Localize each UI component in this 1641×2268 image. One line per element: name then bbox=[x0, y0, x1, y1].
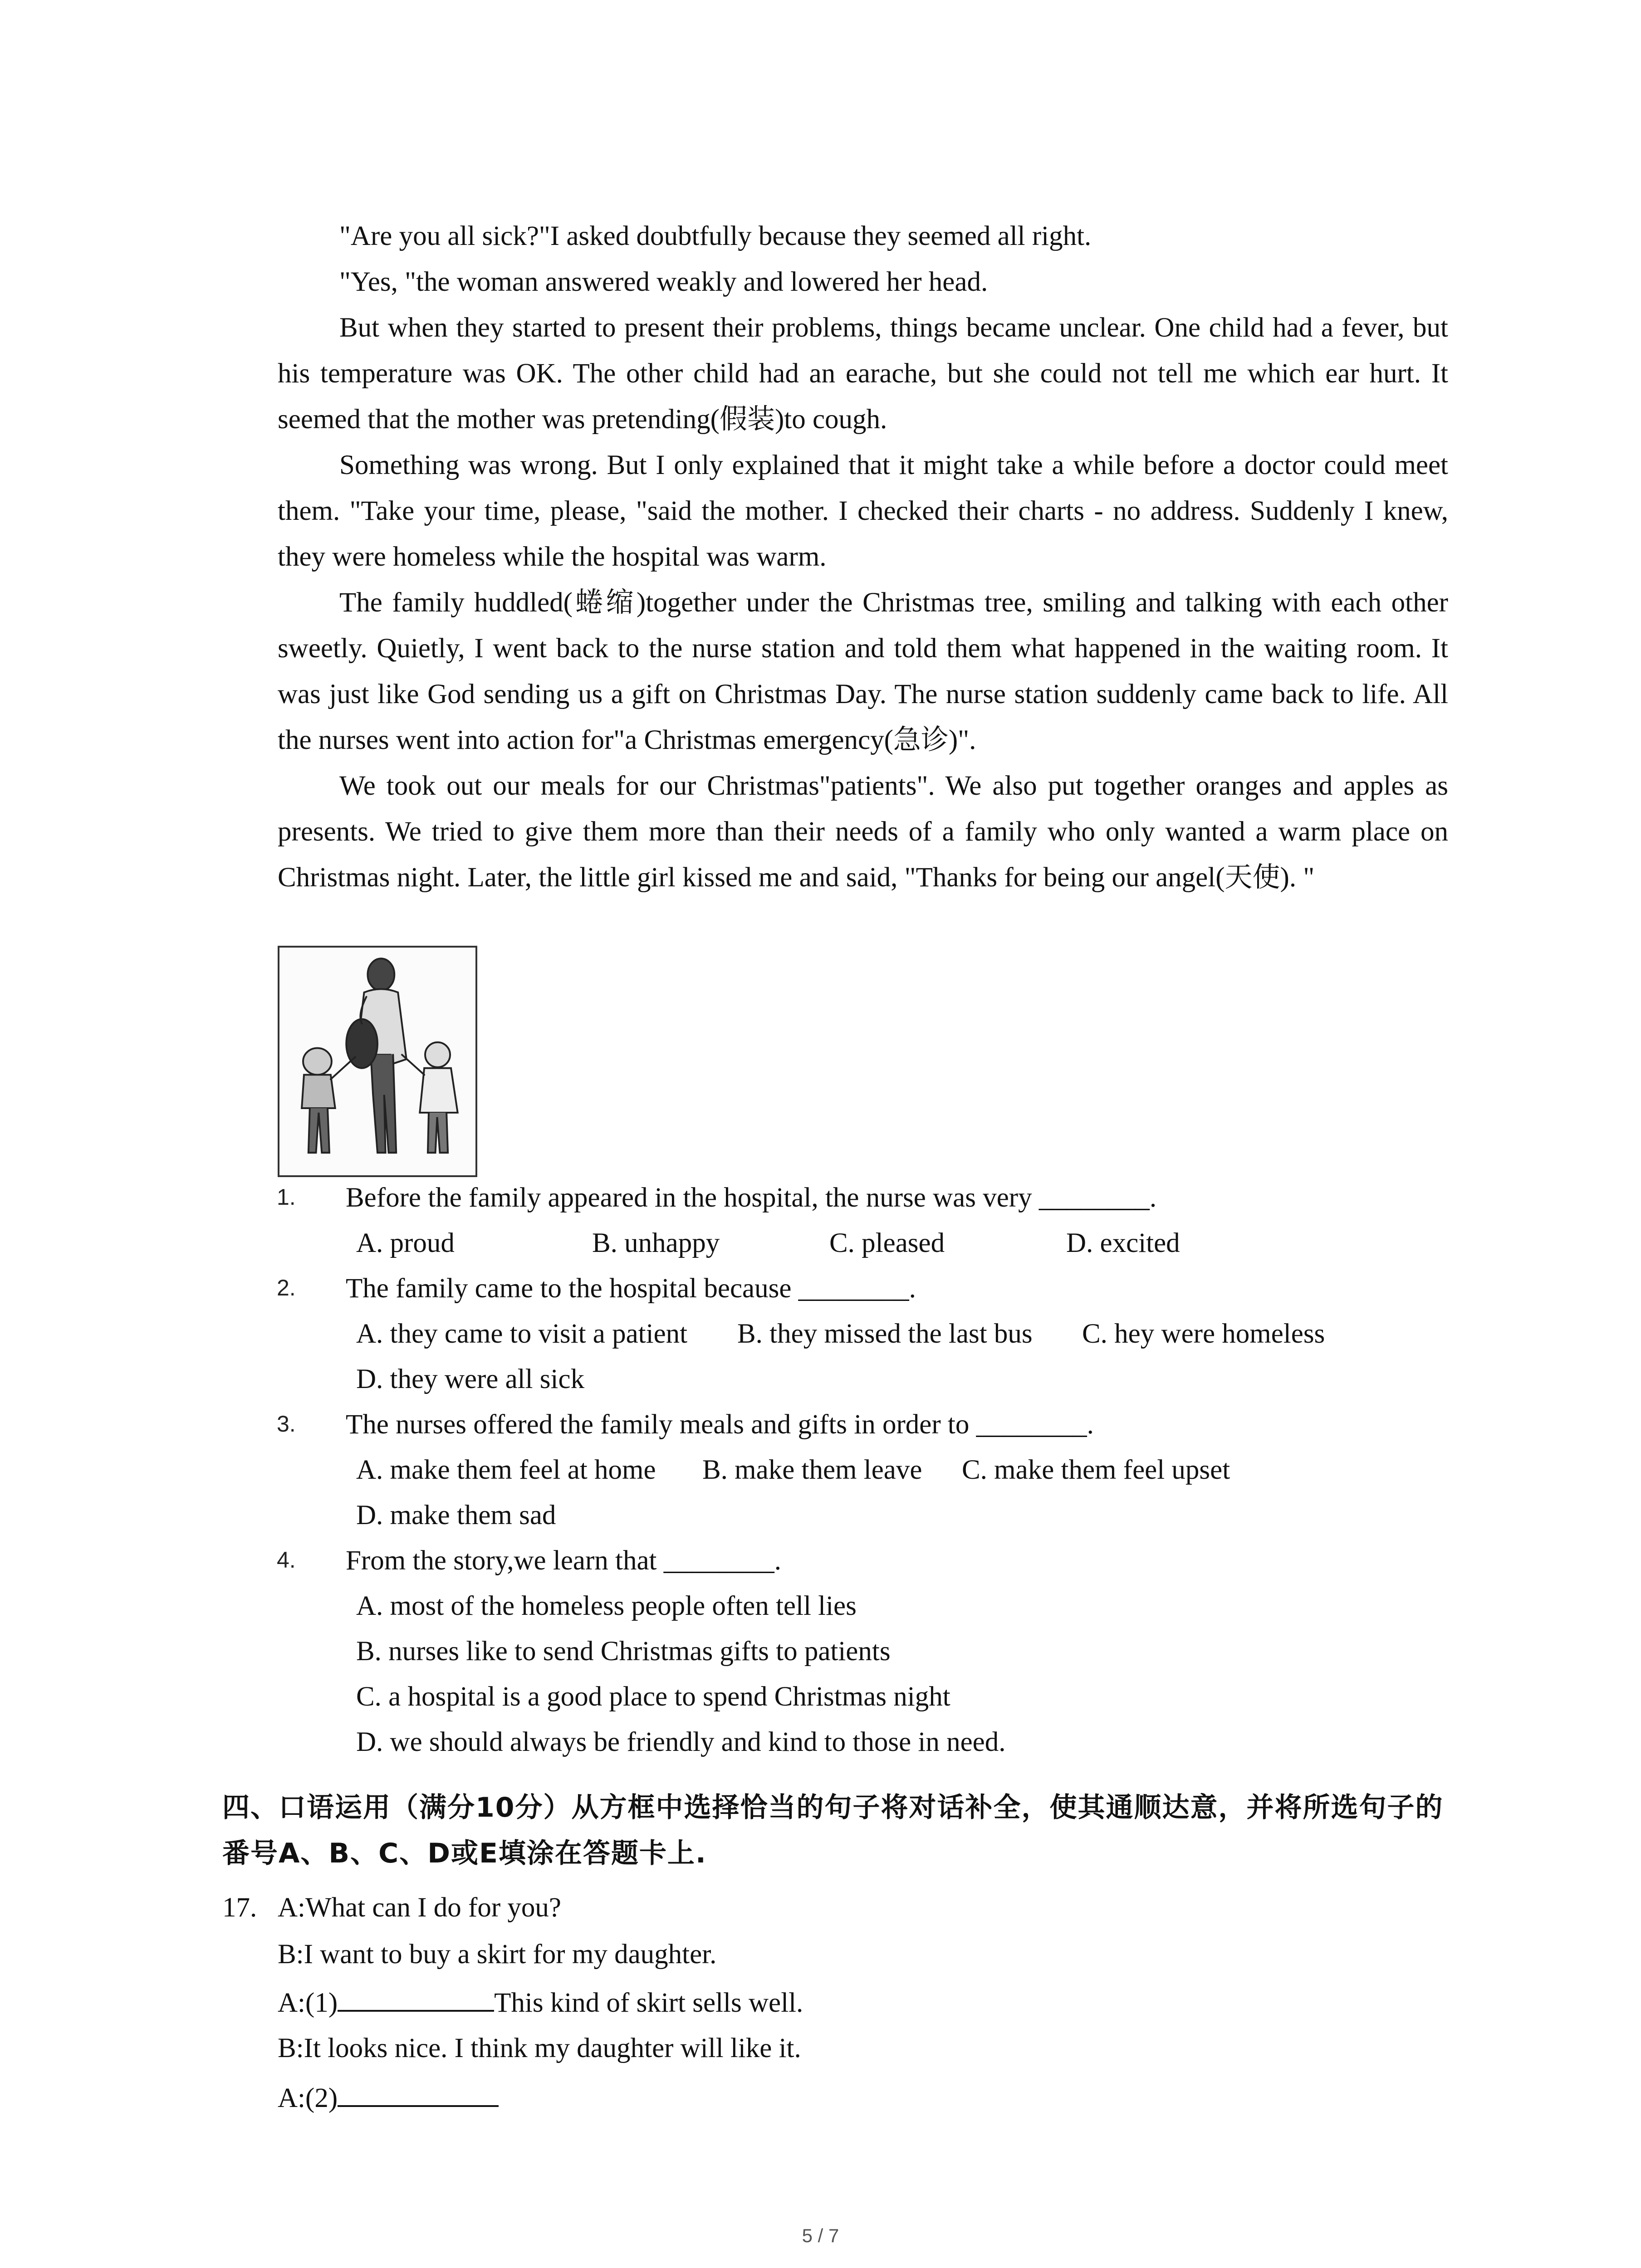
section-heading: 四、口语运用（满分10分）从方框中选择恰当的句子将对话补全，使其通顺达意，并将所选句子的番号A、B、C、D或E填涂在答题卡上. bbox=[222, 1792, 1444, 1869]
option-a: A. proud bbox=[356, 1228, 455, 1258]
question-stem: The nurses offered the family meals and gifts in order to ________. bbox=[346, 1409, 1094, 1440]
dialogue-line bbox=[278, 2075, 499, 2121]
option-d: D. they were all sick bbox=[356, 1364, 585, 1394]
option-d: D. excited bbox=[1066, 1228, 1180, 1258]
question-stem: The family came to the hospital because ________. bbox=[346, 1273, 916, 1304]
page-number: 5 / 7 bbox=[802, 2225, 839, 2246]
option-b: B. they missed the last bus bbox=[737, 1319, 1033, 1349]
question-stem: From the story,we learn that ________. bbox=[346, 1545, 782, 1576]
question-number: 1. bbox=[277, 1184, 296, 1210]
option-b: B. make them leave bbox=[702, 1455, 922, 1485]
option-c: C. a hospital is a good place to spend Christmas night bbox=[356, 1681, 950, 1712]
option-c: C. pleased bbox=[829, 1228, 945, 1258]
option-b: B. unhappy bbox=[592, 1228, 720, 1258]
option-c: C. make them feel upset bbox=[962, 1455, 1230, 1485]
option-a: A. most of the homeless people often tell lies bbox=[356, 1591, 857, 1621]
reading-passage bbox=[278, 213, 1448, 900]
option-c: C. hey were homeless bbox=[1082, 1319, 1325, 1349]
question-number: 4. bbox=[277, 1547, 296, 1573]
family-illustration bbox=[278, 946, 477, 1177]
question-stem: Before the family appeared in the hospital, the nurse was very ________. bbox=[346, 1183, 1157, 1213]
dialogue-line: A:What can I do for you? bbox=[278, 1892, 562, 1923]
option-d: D. we should always be friendly and kind to those in need. bbox=[356, 1727, 1006, 1757]
passage-paragraph: "Are you all sick?"I asked doubtfully because they seemed all right. bbox=[339, 221, 1092, 251]
dialogue-suffix: This kind of skirt sells well. bbox=[494, 1988, 803, 2018]
dialogue-line bbox=[278, 1980, 803, 2026]
option-a: A. they came to visit a patient bbox=[356, 1319, 688, 1349]
answer-blank-1[interactable] bbox=[338, 1983, 494, 2012]
question-number: 3. bbox=[277, 1411, 296, 1437]
option-b: B. nurses like to send Christmas gifts to patients bbox=[356, 1636, 891, 1667]
passage-paragraph: We took out our meals for our Christmas"patients". We also put together oranges and apples as presents. We tried to give them more than their needs of a family who only wanted a warm place on Christmas night. Later, the little girl kissed me and said, "Thanks for being our angel(天使). " bbox=[278, 771, 1448, 893]
dialogue-prefix: A:(2) bbox=[278, 2083, 338, 2113]
option-d: D. make them sad bbox=[356, 1500, 556, 1530]
mother-and-children-sketch bbox=[279, 948, 475, 1175]
answer-blank-2[interactable] bbox=[338, 2078, 499, 2107]
passage-paragraph: Something was wrong. But I only explained that it might take a while before a doctor could meet them. "Take your time, please, "said the mother. I checked their charts - no address. Suddenly I knew, they were homeless while the hospital was warm. bbox=[278, 450, 1448, 572]
option-a: A. make them feel at home bbox=[356, 1455, 656, 1485]
question-number: 2. bbox=[277, 1275, 296, 1300]
dialogue-prefix: A:(1) bbox=[278, 1988, 338, 2018]
passage-paragraph: But when they started to present their problems, things became unclear. One child had a fever, but his temperature was OK. The other child had an earache, but she could not tell me which ear hurt. It seemed that the mother was pretending(假装)to cough. bbox=[278, 313, 1448, 435]
passage-paragraph: "Yes, "the woman answered weakly and lowered her head. bbox=[339, 267, 988, 297]
passage-paragraph: The family huddled(蜷缩)together under the Christmas tree, smiling and talking with each other sweetly. Quietly, I went back to the nurse station and told them what happened in the waiting room. It was just like God sending us a gift on Christmas Day. The nurse station suddenly came back to life. All the nurses went into action for"a Christmas emergency(急诊)". bbox=[278, 587, 1448, 755]
dialogue-line: B:It looks nice. I think my daughter will like it. bbox=[278, 2033, 801, 2063]
question-number: 17. bbox=[222, 1892, 257, 1923]
dialogue-line: B:I want to buy a skirt for my daughter. bbox=[278, 1939, 717, 1970]
